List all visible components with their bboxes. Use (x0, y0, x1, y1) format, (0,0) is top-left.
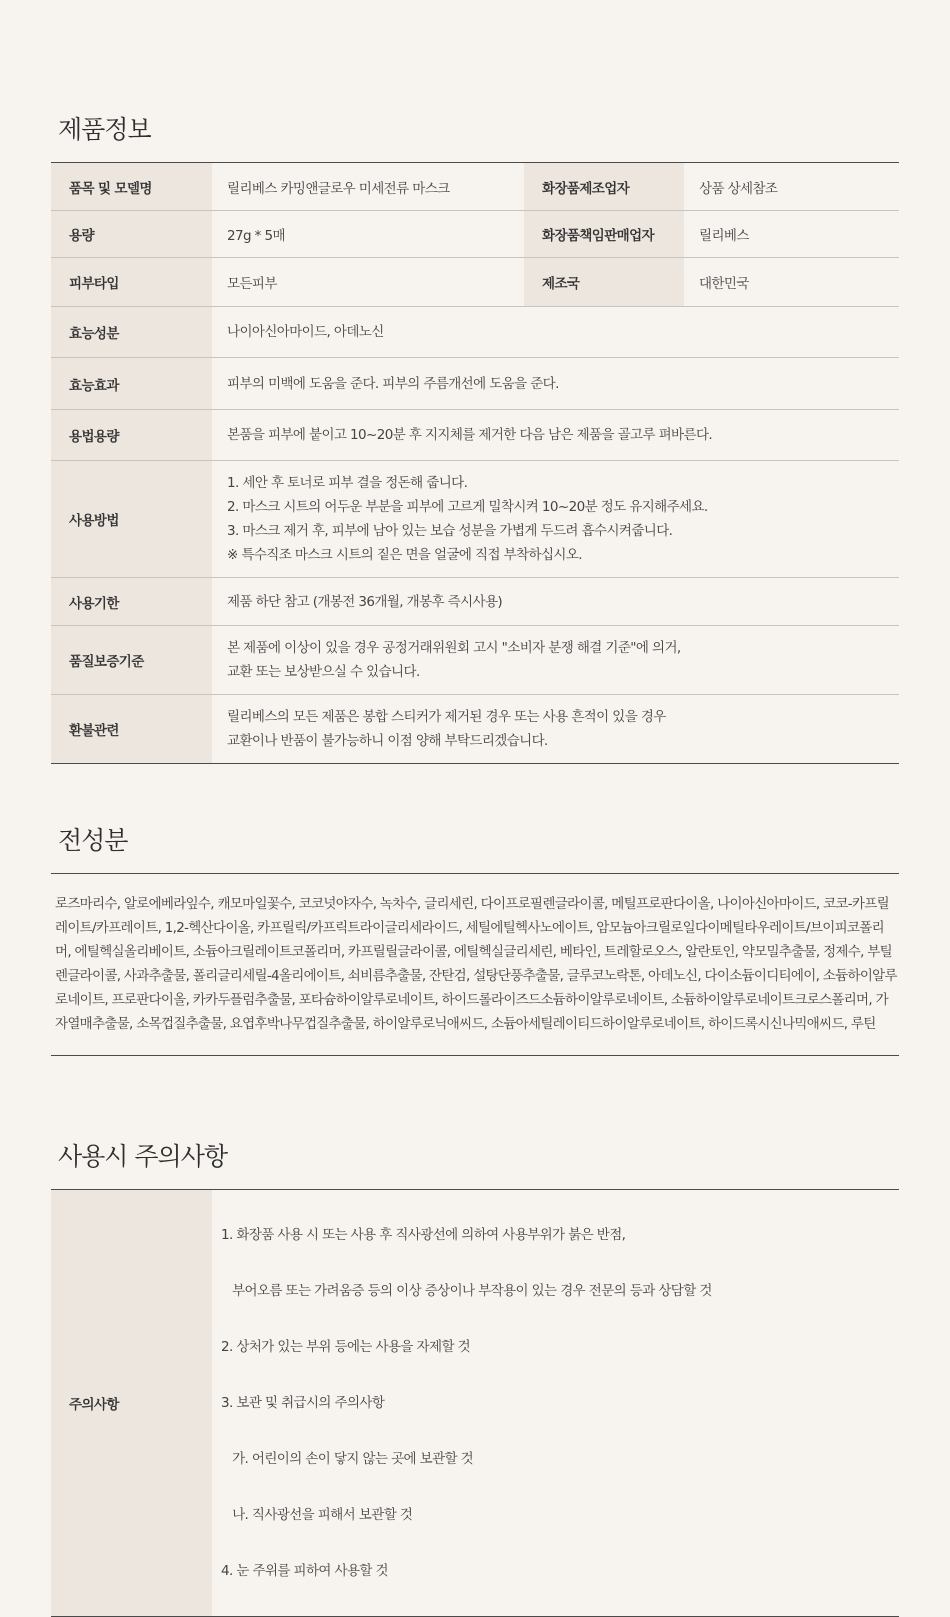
label-skin-type: 피부타입 (51, 258, 212, 307)
label-expiry: 사용기한 (51, 578, 212, 626)
value-volume: 27g * 5매 (212, 211, 524, 258)
table-row (51, 258, 899, 307)
label-efficacy: 효능효과 (51, 358, 212, 410)
value-refund: 릴리베스의 모든 제품은 봉합 스티커가 제거된 경우 또는 사용 흔적이 있을 경우 교환이나 반품이 불가능하니 이점 양해 부탁드리겠습니다. (212, 695, 899, 764)
value-expiry: 제품 하단 참고 (개봉전 36개월, 개봉후 즉시사용) (212, 578, 899, 626)
label-dosage: 용법용량 (51, 410, 212, 461)
table-row (51, 307, 899, 358)
value-model: 릴리베스 카밍앤글로우 미세전류 마스크 (212, 163, 524, 211)
cautions-table (51, 1189, 899, 1617)
ingredients-title: 전성분 (58, 826, 128, 855)
ingredients-text: 로즈마리수, 알로에베라잎수, 캐모마일꽃수, 코코넛야자수, 녹차수, 글리세린, 다이프로필렌글라이콜, 메틸프로판다이올, 나이아신아마이드, 코코-카프릴레이트/카프레이트, 1,2-헥산다이올, 카프릴릭/카프릭트라이글리세라이드, 세틸에틸헥사노에이트, 암모늄아크릴로일다이메틸타우레이트/브이피코폴리머, 에틸헥실올리베이트, 소듐아크릴레이트코폴리머, 카프릴릴글라이콜, 에틸헥실글리세린, 베타인, 트레할로오스, 알란토인, 약모밀추출물, 정제수, 부틸렌글라이콜, 사과추출물, 폴리글리세릴-4올리에이트, 쇠비름추출물, 잔탄검, 설탕단풍추출물, 글루코노락톤, 아데노신, 다이소듐이디티에이, 소듐하이알루로네이트, 프로판다이올, 카카두플럼추출물, 포타슘하이알루로네이트, 하이드롤라이즈드소듐하이알루로네이트, 소듐하이알루로네이트크로스폴리머, 가자열매추출물, 소목껍질추출물, 요엽후박나무껍질추출물, 하이알루로닉애씨드, 소듐아세틸레이티드하이알루로네이트, 하이드록시신나믹애씨드, 루틴 (51, 873, 899, 1056)
table-row (51, 695, 899, 764)
label-quality-guarantee: 품질보증기준 (51, 626, 212, 695)
value-dosage: 본품을 피부에 붙이고 10~20분 후 지지체를 제거한 다음 남은 제품을 골고루 펴바른다. (212, 410, 899, 461)
label-functional-ingredients: 효능성분 (51, 307, 212, 358)
product-info-title: 제품정보 (58, 115, 151, 144)
table-row (51, 461, 899, 578)
label-how-to-use: 사용방법 (51, 461, 212, 578)
value-seller: 릴리베스 (684, 211, 899, 258)
cautions-title: 사용시 주의사항 (58, 1142, 227, 1171)
table-row (51, 163, 899, 211)
label-volume: 용량 (51, 211, 212, 258)
value-quality-guarantee: 본 제품에 이상이 있을 경우 공정거래위원회 고시 "소비자 분쟁 해결 기준"에 의거, 교환 또는 보상받으실 수 있습니다. (212, 626, 899, 695)
table-row (51, 358, 899, 410)
label-manufacturer: 화장품제조업자 (524, 163, 684, 211)
value-skin-type: 모든피부 (212, 258, 524, 307)
label-model: 품목 및 모델명 (51, 163, 212, 211)
value-how-to-use: 1. 세안 후 토너로 피부 결을 정돈해 줍니다. 2. 마스크 시트의 어두운 부분을 피부에 고르게 밀착시켜 10~20분 정도 유지해주세요. 3. 마스크 제거 후, 피부에 남아 있는 보습 성분을 가볍게 두드려 흡수시켜줍니다. ※ 특수직조 마스크 시트의 짙은 면을 얼굴에 직접 부착하십시오. (212, 461, 899, 578)
value-efficacy: 피부의 미백에 도움을 준다. 피부의 주름개선에 도움을 준다. (212, 358, 899, 410)
label-country: 제조국 (524, 258, 684, 307)
value-country: 대한민국 (684, 258, 899, 307)
table-row (51, 410, 899, 461)
table-row (51, 578, 899, 626)
table-row (51, 1190, 899, 1617)
value-cautions: 1. 화장품 사용 시 또는 사용 후 직사광선에 의하여 사용부위가 붉은 반점, 부어오름 또는 가려움증 등의 이상 증상이나 부작용이 있는 경우 전문의 등과 상담할 것 2. 상처가 있는 부위 등에는 사용을 자제할 것 3. 보관 및 취급시의 주의사항 가. 어린이의 손이 닿지 않는 곳에 보관할 것 나. 직사광선을 피해서 보관할 것 4. 눈 주위를 피하여 사용할 것 (212, 1190, 899, 1617)
table-row (51, 626, 899, 695)
label-seller: 화장품책임판매업자 (524, 211, 684, 258)
product-info-table (51, 162, 899, 764)
value-functional-ingredients: 나이아신아마이드, 아데노신 (212, 307, 899, 358)
table-row (51, 211, 899, 258)
label-refund: 환불관련 (51, 695, 212, 764)
label-cautions: 주의사항 (51, 1190, 212, 1617)
value-manufacturer: 상품 상세참조 (684, 163, 899, 211)
